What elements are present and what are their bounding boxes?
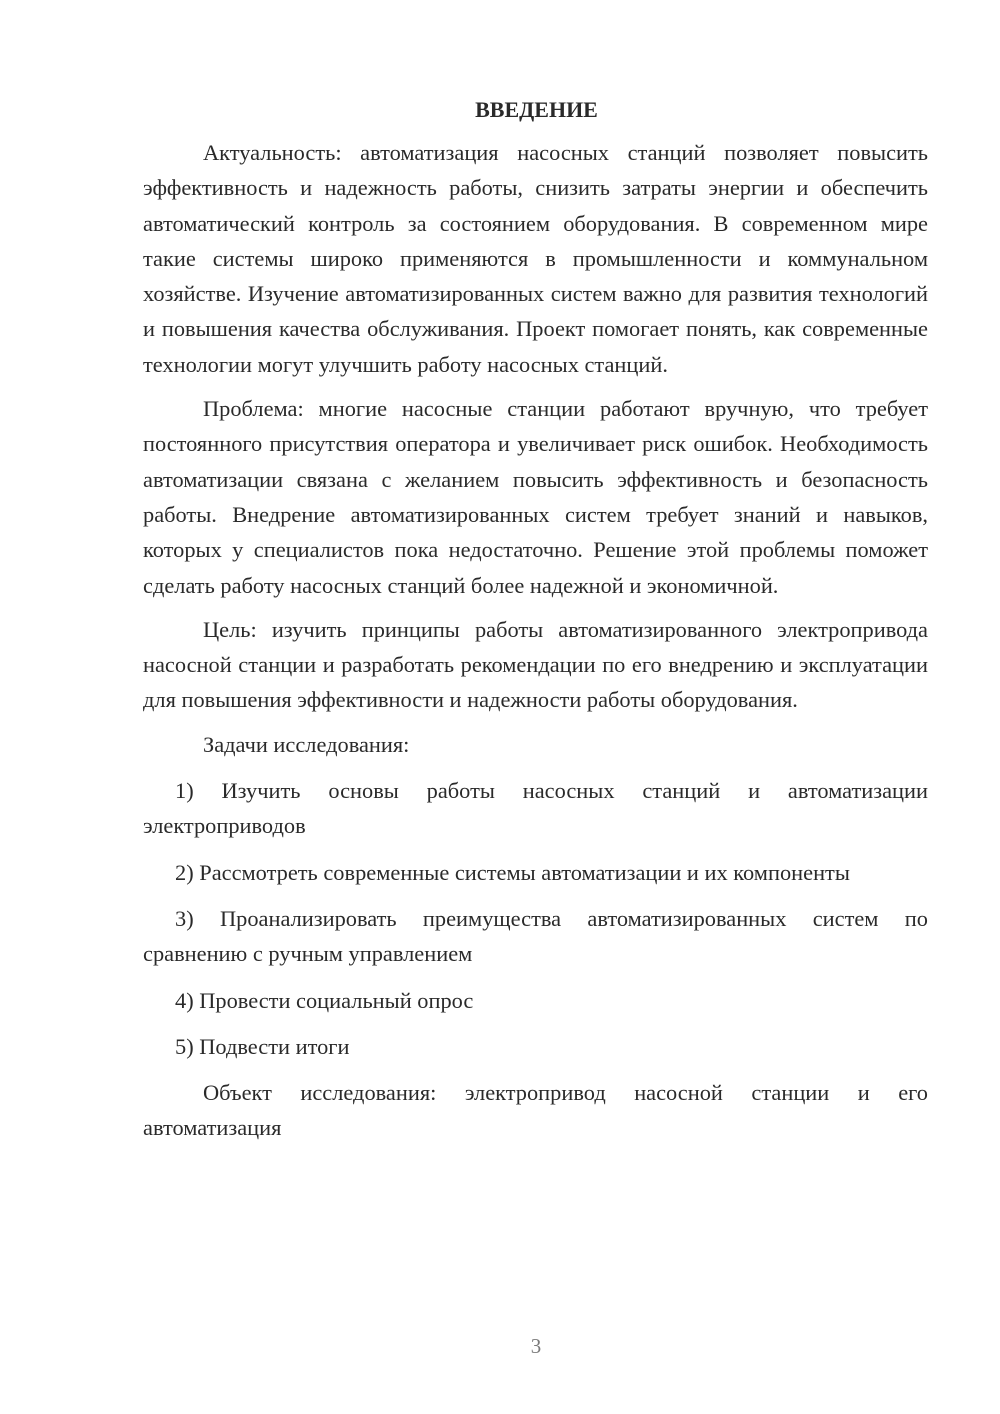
tasks-heading: Задачи исследования: bbox=[203, 731, 410, 757]
task-item-4: 4) Провести социальный опрос bbox=[175, 987, 474, 1013]
document-body bbox=[143, 95, 928, 1155]
paragraph-problem: Проблема: многие насосные станции работают вручную, что требует постоянного присутствия оператора и увеличивает риск ошибок. Необходимость автоматизации связана с желанием повысить эффективность и безопасность работы. Внедрение автоматизированных систем требует знаний и навыков, которых у специалистов пока недостаточно. Решение этой проблемы поможет сделать работу насосных станций более надежной и экономичной. bbox=[143, 396, 928, 598]
page-number: 3 bbox=[530, 1334, 542, 1358]
task-item-2: 2) Рассмотреть современные системы автоматизации и их компоненты bbox=[175, 859, 850, 885]
task-item-3: 3) Проанализировать преимущества автоматизированных систем по сравнению с ручным управлением bbox=[143, 905, 928, 967]
paragraph-relevance: Актуальность: автоматизация насосных станций позволяет повысить эффективность и надежность работы, снизить затраты энергии и обеспечить автоматический контроль за состоянием оборудования. В современном мире такие системы широко применяются в промышленности и коммунальном хозяйстве. Изучение автоматизированных систем важно для развития технологий и повышения качества обслуживания. Проект помогает понять, как современные технологии могут улучшить работу насосных станций. bbox=[143, 140, 928, 377]
paragraph-object: Объект исследования: электропривод насосной станции и его автоматизация bbox=[143, 1080, 928, 1141]
task-item-5: 5) Подвести итоги bbox=[175, 1033, 350, 1059]
task-item-1: 1) Изучить основы работы насосных станций и автоматизации электроприводов bbox=[143, 778, 928, 839]
paragraph-goal: Цель: изучить принципы работы автоматизированного электропривода насосной станции и разработать рекомендации по его внедрению и эксплуатации для повышения эффективности и надежности работы оборудования. bbox=[143, 616, 928, 713]
tasks-list bbox=[143, 773, 928, 1064]
section-title: ВВЕДЕНИЕ bbox=[475, 97, 598, 122]
